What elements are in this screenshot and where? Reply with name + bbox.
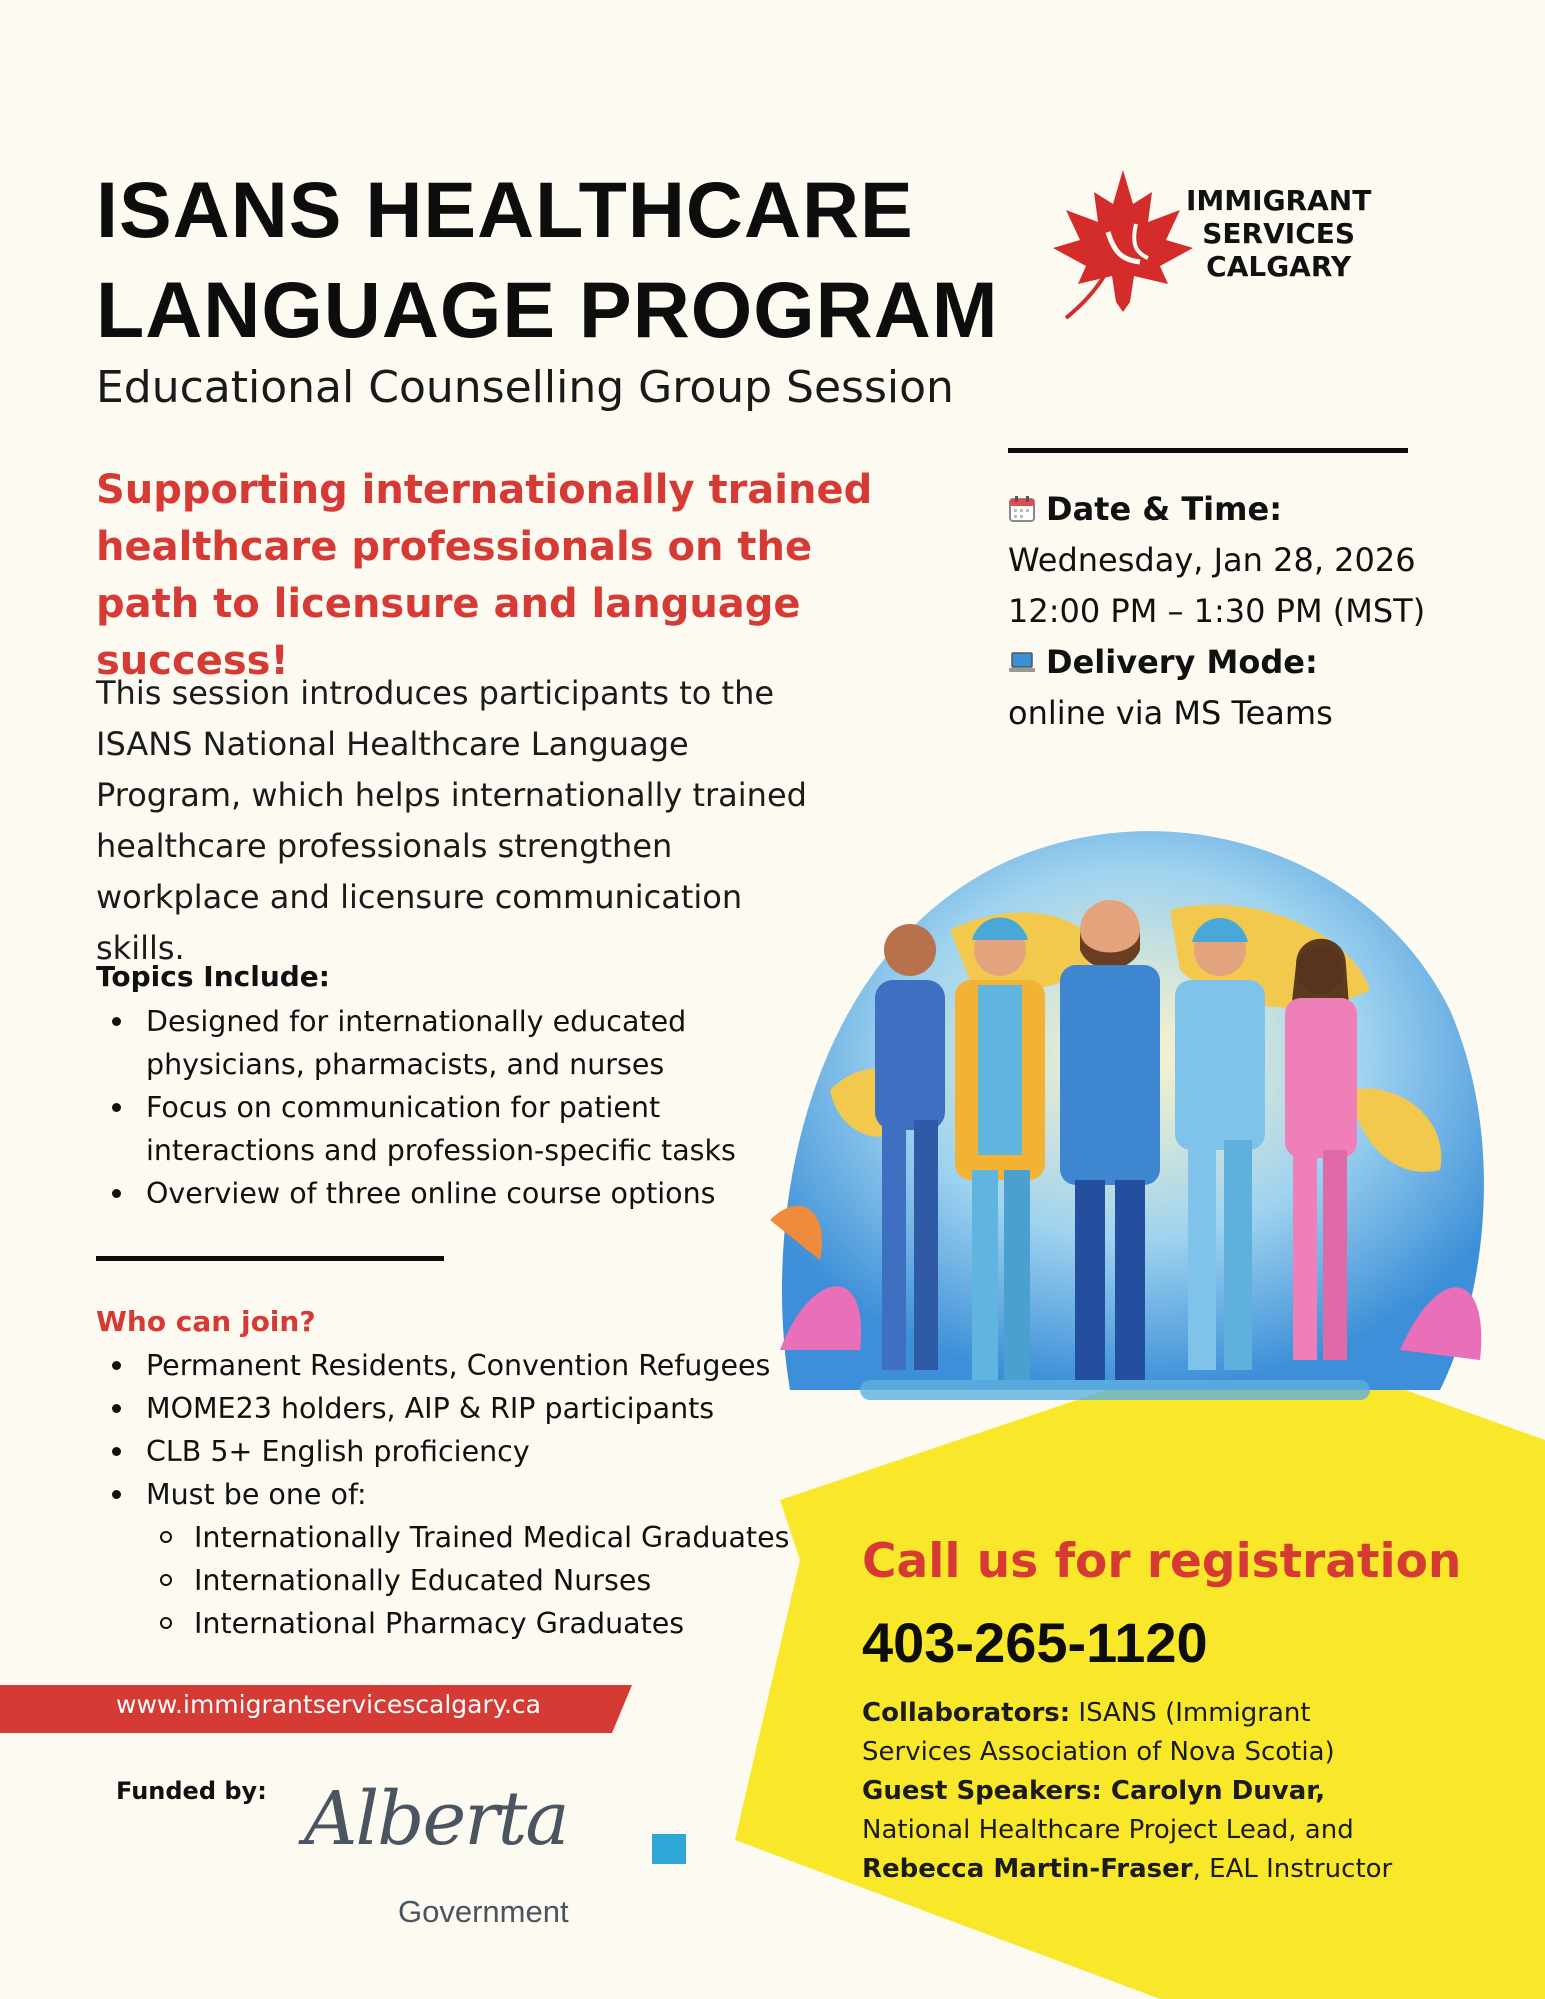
date-label-row [1008,484,1478,535]
event-info [1008,484,1478,739]
event-date: Wednesday, Jan 28, 2026 [1008,541,1416,579]
list-item: Overview of three online course options [96,1172,736,1215]
phone-number[interactable]: 403-265-1120 [862,1611,1208,1674]
registration-call: Call us for registration [862,1534,1462,1589]
website-link[interactable]: www.immigrantservicescalgary.ca [116,1690,541,1719]
speakers-text: National Healthcare Project Lead, and [862,1815,1354,1845]
speakers-label: Guest Speakers: Carolyn Duvar, [862,1776,1326,1806]
page-title [96,160,999,360]
list-item: MOME23 holders, AIP & RIP participants [96,1387,816,1430]
logo-line-3: CALGARY [1206,250,1352,283]
list-item: Permanent Residents, Convention Refugees [96,1344,816,1387]
intro-paragraph: This session introduces participants to the ISANS National Healthcare Language Program, which helps internationally trained healthcare professionals strengthen workplace and licensure communication skills. [96,674,807,967]
maple-leaf-icon [1048,162,1198,322]
list-item: Designed for internationally educated physicians, pharmacists, and nurses [96,1000,736,1086]
collaborators [862,1694,1422,1772]
title-line-2: LANGUAGE PROGRAM [96,265,999,354]
speaker2-name: Rebecca Martin-Fraser [862,1854,1193,1884]
who-list [96,1344,816,1645]
funded-by-label: Funded by: [116,1777,267,1805]
collab-text: ISANS (Immigrant Services Association of Nova Scotia) [862,1698,1335,1767]
healthcare-illustration [750,790,1510,1470]
alberta-wordmark: Alberta [304,1776,568,1862]
logo-line-1: IMMIGRANT [1186,184,1372,217]
alberta-square-icon [652,1834,686,1864]
right-divider [1008,448,1408,453]
title-line-1: ISANS HEALTHCARE [96,165,914,254]
guest-speakers [862,1772,1422,1850]
credits-block [862,1694,1422,1889]
sub-list-item: Internationally Trained Medical Graduates [96,1516,816,1559]
alberta-logo [300,1776,700,1929]
topics-list [96,1000,736,1215]
mode-label: Delivery Mode: [1046,643,1318,681]
org-logo-text [1186,184,1371,283]
mode-label-row [1008,637,1478,688]
speaker2-text: , EAL Instructor [1192,1854,1393,1884]
list-item: Focus on communication for patient interactions and profession-specific tasks [96,1086,736,1172]
alberta-government: Government [398,1894,569,1929]
delivery-mode: online via MS Teams [1008,694,1333,732]
left-divider [96,1256,444,1261]
sub-list-item: Internationally Educated Nurses [96,1559,816,1602]
collab-label: Collaborators: [862,1698,1071,1728]
event-time: 12:00 PM – 1:30 PM (MST) [1008,592,1426,630]
page-subtitle: Educational Counselling Group Session [96,362,954,413]
laptop-icon [1008,648,1036,676]
speaker-2 [862,1850,1422,1889]
sub-list-item: International Pharmacy Graduates [96,1602,816,1645]
topics-heading: Topics Include: [96,960,330,993]
logo-line-2: SERVICES [1202,217,1356,250]
tagline: Supporting internationally trained healthcare professionals on the path to licensure and language success! [96,467,873,684]
list-item: Must be one of: [96,1473,816,1516]
who-heading: Who can join? [96,1305,316,1338]
date-label: Date & Time: [1046,490,1282,528]
calendar-icon [1008,495,1036,523]
list-item: CLB 5+ English proficiency [96,1430,816,1473]
